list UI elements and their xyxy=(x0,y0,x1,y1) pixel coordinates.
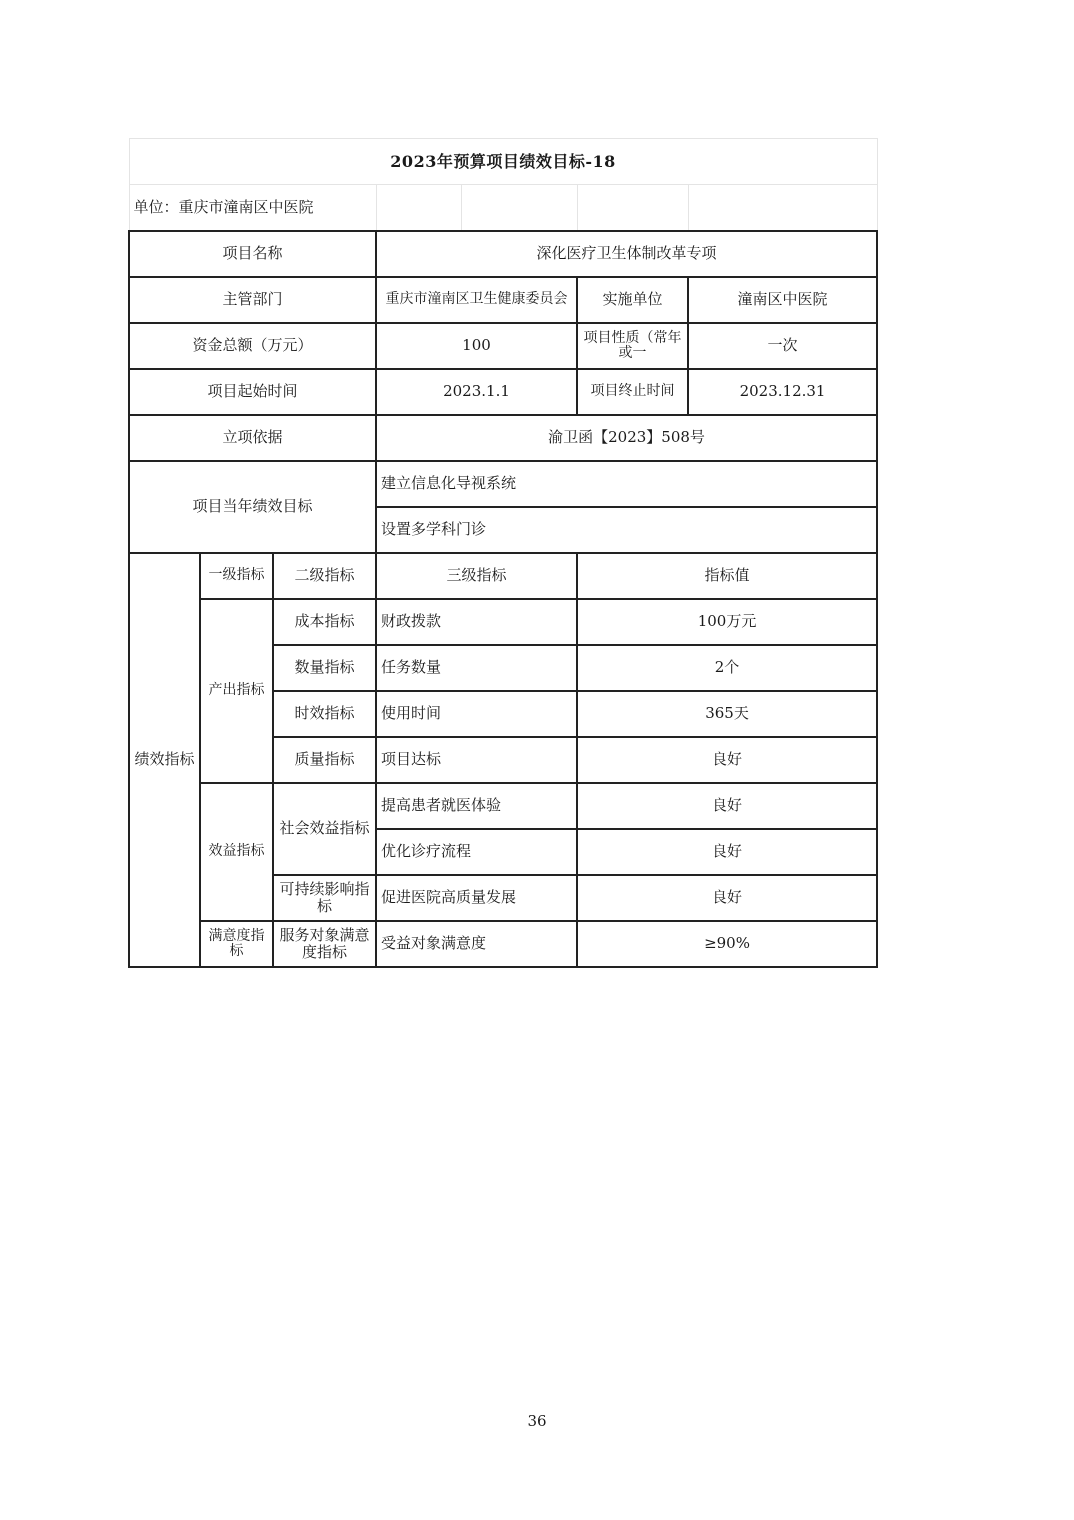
dept-label: 主管部门 xyxy=(129,277,376,323)
indicator-row xyxy=(129,921,877,967)
level2-cell: 服务对象满意度指标 xyxy=(273,921,376,967)
level2-cell: 质量指标 xyxy=(273,737,376,783)
project-name-row xyxy=(129,231,877,277)
nature-label: 项目性质（常年或一 xyxy=(577,323,688,369)
period-row xyxy=(129,369,877,415)
value-cell: 100万元 xyxy=(577,599,877,645)
value-cell: ≥90% xyxy=(577,921,877,967)
level3-cell: 项目达标 xyxy=(376,737,577,783)
start-value: 2023.1.1 xyxy=(376,369,577,415)
impl-unit-value: 潼南区中医院 xyxy=(688,277,877,323)
start-label: 项目起始时间 xyxy=(129,369,376,415)
level2-cell: 时效指标 xyxy=(273,691,376,737)
performance-target-table xyxy=(128,138,878,968)
funds-value: 100 xyxy=(376,323,577,369)
empty-cell xyxy=(461,185,577,231)
unit-row xyxy=(129,185,877,231)
funds-label: 资金总额（万元） xyxy=(129,323,376,369)
empty-cell xyxy=(577,185,688,231)
benefit-indicator-label: 效益指标 xyxy=(200,783,273,921)
dept-row xyxy=(129,277,877,323)
end-value: 2023.12.31 xyxy=(688,369,877,415)
goal-item: 建立信息化导视系统 xyxy=(376,461,877,507)
goal-item: 设置多学科门诊 xyxy=(376,507,877,553)
title-row xyxy=(129,139,877,185)
indicator-row xyxy=(129,599,877,645)
basis-row xyxy=(129,415,877,461)
indicator-row xyxy=(129,783,877,829)
value-cell: 365天 xyxy=(577,691,877,737)
value-cell: 良好 xyxy=(577,829,877,875)
project-name-value: 深化医疗卫生体制改革专项 xyxy=(376,231,877,277)
basis-label: 立项依据 xyxy=(129,415,376,461)
indicator-header-row xyxy=(129,553,877,599)
level2-cell: 可持续影响指标 xyxy=(273,875,376,921)
basis-value: 渝卫函【2023】508号 xyxy=(376,415,877,461)
level2-cell: 数量指标 xyxy=(273,645,376,691)
sheet-title: 2023年预算项目绩效目标-18 xyxy=(129,139,877,185)
value-cell: 良好 xyxy=(577,875,877,921)
level3-cell: 任务数量 xyxy=(376,645,577,691)
header-level2: 二级指标 xyxy=(273,553,376,599)
indicator-group-label: 绩效指标 xyxy=(129,553,200,967)
value-cell: 2个 xyxy=(577,645,877,691)
funds-row xyxy=(129,323,877,369)
level2-cell: 成本指标 xyxy=(273,599,376,645)
level3-cell: 促进医院高质量发展 xyxy=(376,875,577,921)
level2-cell: 社会效益指标 xyxy=(273,783,376,875)
level3-cell: 财政拨款 xyxy=(376,599,577,645)
header-value: 指标值 xyxy=(577,553,877,599)
page-number: 36 xyxy=(527,1412,547,1430)
dept-value: 重庆市潼南区卫生健康委员会 xyxy=(376,277,577,323)
nature-value: 一次 xyxy=(688,323,877,369)
end-label: 项目终止时间 xyxy=(577,369,688,415)
level3-cell: 优化诊疗流程 xyxy=(376,829,577,875)
value-cell: 良好 xyxy=(577,783,877,829)
performance-target-sheet xyxy=(128,138,876,968)
header-level1: 一级指标 xyxy=(200,553,273,599)
impl-unit-label: 实施单位 xyxy=(577,277,688,323)
goal-label: 项目当年绩效目标 xyxy=(129,461,376,553)
project-name-label: 项目名称 xyxy=(129,231,376,277)
level3-cell: 提高患者就医体验 xyxy=(376,783,577,829)
unit-label: 单位：重庆市潼南区中医院 xyxy=(129,185,376,231)
satisfaction-indicator-label: 满意度指标 xyxy=(200,921,273,967)
header-level3: 三级指标 xyxy=(376,553,577,599)
empty-cell xyxy=(688,185,877,231)
level3-cell: 受益对象满意度 xyxy=(376,921,577,967)
output-indicator-label: 产出指标 xyxy=(200,599,273,783)
empty-cell xyxy=(376,185,461,231)
level3-cell: 使用时间 xyxy=(376,691,577,737)
value-cell: 良好 xyxy=(577,737,877,783)
goal-row xyxy=(129,461,877,507)
